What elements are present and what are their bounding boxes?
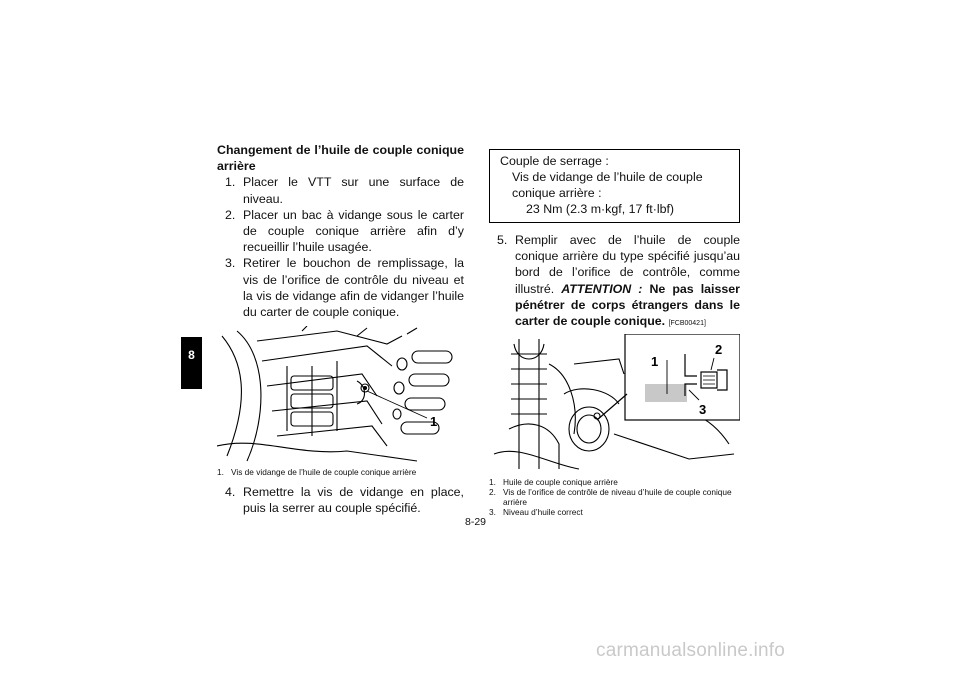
- chapter-tab: 8: [181, 337, 202, 389]
- drain-bolt-illustration: [217, 326, 464, 464]
- left-column: [217, 142, 464, 517]
- caption-item: 3. Niveau d’huile correct: [489, 507, 583, 518]
- caption-item: 1. Huile de couple conique arrière: [489, 477, 618, 488]
- caption-item: 1. Vis de vidange de l’huile de couple conique arrière: [217, 467, 417, 478]
- step-2: 2. Placer un bac à vidange sous le carter de couple conique arrière afin d’y recueillir l’huile usagée.: [225, 207, 464, 255]
- oil-level-inset: [597, 334, 740, 420]
- step-1: 1. Placer le VTT sur une surface de niveau.: [225, 175, 464, 206]
- oil-level-illustration: [489, 334, 740, 474]
- section-heading: Changement de l’huile de couple conique arrière: [217, 143, 464, 174]
- callout-3: 3: [699, 402, 707, 418]
- right-caption-list: [489, 477, 740, 517]
- oil-level-figure: [489, 334, 740, 474]
- torque-title: Couple de serrage :: [500, 154, 609, 168]
- step-5: 5. Remplir avec de l’huile de couple conique arrière du type spécifié jusqu’au bord de l’orifice de contrôle, comme illustré. ATTENTION : Ne pas laisser pénétrer de corps étrangers dans le carter de couple conique. [FCB00421]: [497, 233, 740, 329]
- warning-code: [FCB00421]: [668, 320, 706, 328]
- caption-item: 2. Vis de l’orifice de contrôle de niveau d’huile de couple conique arrière: [489, 487, 732, 508]
- torque-spec-box: [489, 149, 740, 223]
- torque-item: Vis de vidange de l’huile de couple conique arrière :: [512, 170, 703, 200]
- torque-value: 23 Nm (2.3 m·kgf, 17 ft·lbf): [526, 202, 675, 216]
- attention-label: ATTENTION :: [561, 281, 643, 296]
- drain-bolt-figure: [217, 326, 464, 464]
- callout-2: 2: [715, 342, 723, 358]
- right-column: [489, 149, 740, 517]
- page-number: 8-29: [465, 516, 487, 528]
- callout-1: 1: [651, 354, 659, 370]
- attention-text: Ne pas laisser pénétrer de corps étrangers dans le carter de couple conique.: [515, 281, 740, 329]
- callout-1: 1: [430, 414, 438, 430]
- watermark: carmanualsonline.info: [596, 640, 786, 661]
- left-caption-list: [217, 467, 464, 477]
- step-4: 4. Remettre la vis de vidange en place, puis la serrer au couple spécifié.: [225, 485, 464, 516]
- step-3: 3. Retirer le bouchon de remplissage, la vis de l’orifice de contrôle du niveau et la vis de vidange afin de vidanger l’huile du carter de couple conique.: [225, 256, 464, 320]
